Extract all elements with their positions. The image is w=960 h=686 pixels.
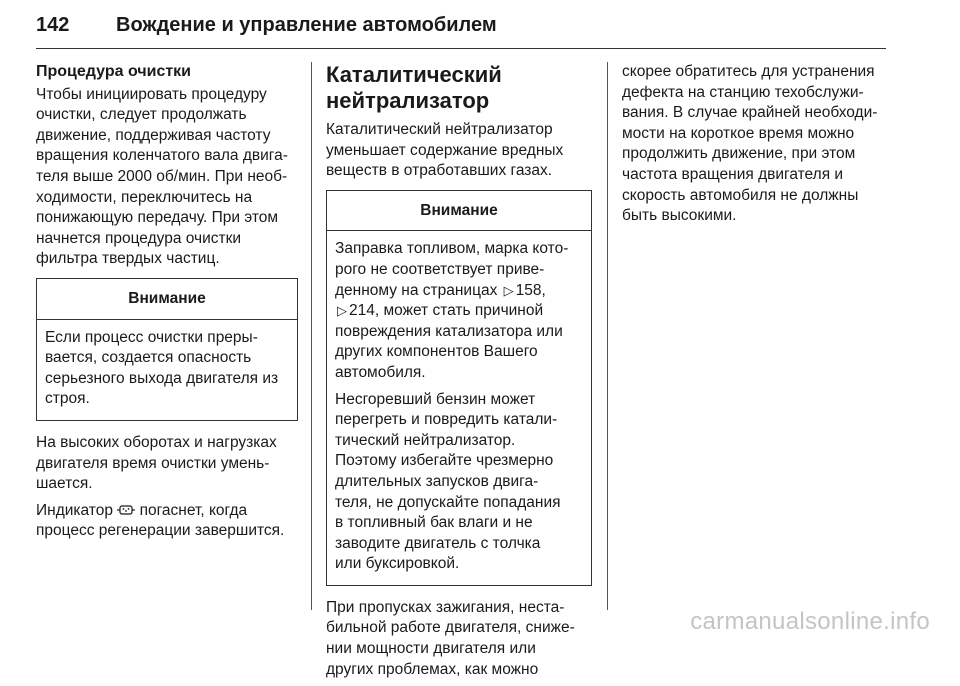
- column-3: [622, 62, 892, 233]
- caution-body: Заправка топливом, марка кото- рого не соответствует приве- денному на страницах ▷ 158, ▷ 214, может стать причиной повреждения катализатора или других компонентов Вашего автомобиля. Несгоревший бензин может перегреть и повредить катали- тический нейтрализатор. Поэтому избегайте чрезмерно длительных запусков двига- теля, не допускайте попадания в топливный бак влаги и не заводите двигатель с толчка или буксировкой.: [335, 240, 569, 573]
- section-heading-catalytic: Каталитический нейтрализатор: [326, 62, 502, 113]
- column-2: [326, 62, 592, 686]
- particulate-filter-icon: [117, 503, 135, 517]
- column-divider: [311, 62, 312, 610]
- watermark: carmanualsonline.info: [690, 608, 930, 635]
- chapter-title: Вождение и управление автомобилем: [116, 14, 497, 36]
- column-1: [36, 62, 298, 548]
- page-ref-triangle-icon: ▷: [337, 303, 347, 319]
- paragraph: скорее обратитесь для устранения дефекта на станцию техобслужи- вания. В случае крайней необходи- мости на короткое время можно продолжить движение, при этом частота вращения двигателя и скорость автомобиля не должны быть высокими.: [622, 63, 878, 225]
- caution-body: Если процесс очистки преры- вается, создается опасность серьезного выхода двигателя из строя.: [45, 328, 279, 408]
- page-header: [36, 14, 886, 49]
- caution-title: Внимание: [37, 279, 297, 320]
- page-link[interactable]: 214, может стать причиной: [349, 302, 544, 320]
- paragraph: Индикатор погаснет, когда процесс регенерации завершится.: [36, 501, 285, 540]
- caution-box: [326, 190, 592, 586]
- page-ref-triangle-icon: ▷: [503, 282, 514, 298]
- paragraph: Каталитический нейтрализатор уменьшает содержание вредных веществ в отработавших газах.: [326, 121, 564, 180]
- page-link[interactable]: 158,: [515, 281, 546, 299]
- caution-box: [36, 278, 298, 421]
- caution-title: Внимание: [327, 191, 591, 232]
- section-heading-cleaning: Процедура очистки: [36, 63, 192, 80]
- page-number: 142: [36, 14, 70, 36]
- paragraph: Чтобы инициировать процедуру очистки, следует продолжать движение, поддерживая частоту вращения коленчатого вала двига- теля выше 2000 об/мин. При необ- ходимости, переключитесь на понижающую передачу. При этом начнется процедура очистки фильтра твердых частиц.: [36, 85, 288, 268]
- column-divider: [607, 62, 608, 610]
- paragraph: При пропусках зажигания, неста- бильной работе двигателя, сниже- нии мощности двигателя или других проблемах, как можно: [326, 598, 575, 678]
- paragraph: На высоких оборотах и нагрузках двигателя время очистки умень- шается.: [36, 433, 277, 493]
